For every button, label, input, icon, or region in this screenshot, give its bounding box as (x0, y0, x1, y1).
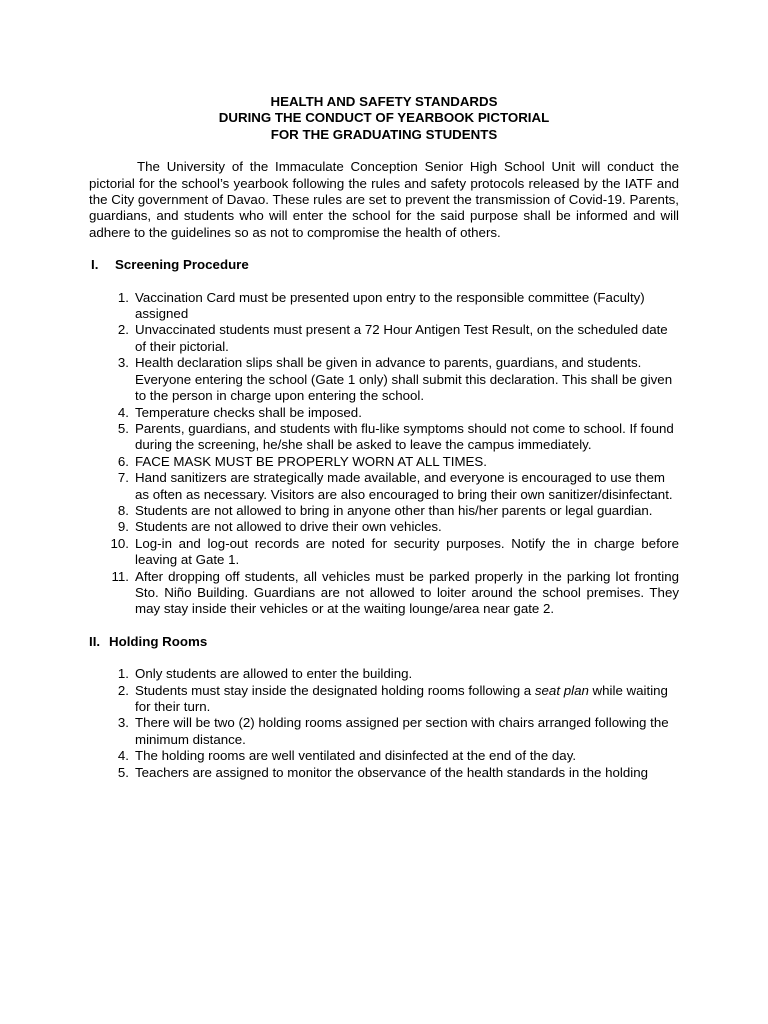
item-text-after: while waiting for their turn. (135, 682, 668, 714)
item-text: Vaccination Card must be presented upon entry to the responsible committee (Faculty) assigned (135, 289, 645, 322)
intro-paragraph: The University of the Immaculate Conception Senior High School Unit will conduct the pictorial for the school’s yearbook following the rules and safety protocols released by the IATF and the City government of Davao. These rules are set to prevent the transmission of Covid-19. Parents, guardians, and students who will enter the school for the said purpose shall be informed and will adhere to the guidelines so as not to compromise the health of others. (89, 159, 679, 240)
list-item (89, 290, 679, 323)
section-title: Holding Rooms (109, 633, 208, 649)
list-item (89, 322, 679, 355)
list-item (89, 715, 679, 748)
item-number: 5. (117, 764, 129, 780)
item-number: 5. (117, 420, 129, 436)
item-text: Teachers are assigned to monitor the observance of the health standards in the holding (135, 764, 648, 780)
list-item (89, 748, 679, 764)
item-number: 10. (110, 535, 129, 551)
item-text: The holding rooms are well ventilated and disinfected at the end of the day. (135, 748, 577, 764)
title-line-1: HEALTH AND SAFETY STANDARDS (270, 94, 498, 109)
item-text: There will be two (2) holding rooms assigned per section with chairs arranged following the minimum distance. (135, 715, 669, 747)
item-text (135, 683, 679, 716)
section-heading-screening (89, 257, 679, 273)
item-text: Temperature checks shall be imposed. (135, 404, 362, 420)
item-number: 4. (117, 404, 129, 420)
list-item (89, 666, 679, 682)
item-number: 3. (117, 715, 129, 731)
title-line-3: FOR THE GRADUATING STUDENTS (270, 126, 498, 142)
item-number: 4. (117, 748, 129, 764)
list-item (89, 519, 679, 535)
list-item (89, 683, 679, 716)
document-page (89, 94, 679, 781)
item-number: 1. (117, 666, 129, 682)
list-item (89, 536, 679, 569)
item-text: FACE MASK MUST BE PROPERLY WORN AT ALL TIMES. (135, 453, 487, 469)
item-text-before: Students must stay inside the designated holding rooms following a (135, 682, 535, 698)
document-title (89, 94, 679, 143)
section-number: II. (89, 633, 101, 649)
section-heading-holding-rooms (89, 634, 679, 650)
item-text: Students are not allowed to bring in anyone other than his/her parents or legal guardian. (135, 502, 653, 518)
list-item (89, 421, 679, 454)
item-number: 2. (117, 322, 129, 338)
item-text: Log-in and log-out records are noted for security purposes. Notify the in charge before leaving at Gate 1. (135, 535, 679, 568)
item-number: 2. (117, 682, 129, 698)
list-item (89, 405, 679, 421)
item-number: 7. (117, 470, 129, 486)
item-number: 8. (117, 502, 129, 518)
seat-plan-emphasis: seat plan (534, 682, 589, 698)
title-line-2: DURING THE CONDUCT OF YEARBOOK PICTORIAL (218, 110, 550, 126)
screening-list (89, 290, 679, 618)
item-text: Unvaccinated students must present a 72 Hour Antigen Test Result, on the scheduled date of their pictorial. (135, 322, 668, 354)
list-item (89, 765, 679, 781)
item-text: Hand sanitizers are strategically made available, and everyone is encouraged to use them as often as necessary. Visitors are also encouraged to bring their own sanitizer/disinfectant. (135, 470, 673, 502)
holding-rooms-list (89, 666, 679, 781)
item-text: After dropping off students, all vehicles must be parked properly in the parking lot fronting Sto. Niño Building. Guardians are not allowed to loiter around the school premises. They may stay inside their vehicles or at the waiting lounge/area near gate 2. (135, 568, 679, 617)
item-text: Health declaration slips shall be given in advance to parents, guardians, and students. Everyone entering the school (Gate 1 only) shall submit this declaration. This shall be given to the person in charge upon entering the school. (135, 355, 673, 404)
list-item (89, 470, 679, 503)
item-number: 6. (117, 453, 129, 469)
list-item (89, 569, 679, 618)
item-number: 9. (117, 519, 129, 535)
section-title: Screening Procedure (115, 257, 249, 273)
item-number: 11. (111, 568, 129, 584)
item-text: Students are not allowed to drive their own vehicles. (135, 519, 442, 535)
list-item (89, 355, 679, 404)
item-text: Only students are allowed to enter the building. (135, 666, 413, 682)
list-item (89, 503, 679, 519)
item-number: 3. (117, 355, 129, 371)
section-number: I. (91, 257, 99, 273)
list-item (89, 454, 679, 470)
item-text: Parents, guardians, and students with flu-like symptoms should not come to school. If found during the screening, he/she shall be asked to leave the campus immediately. (135, 420, 674, 453)
item-number: 1. (117, 289, 129, 305)
